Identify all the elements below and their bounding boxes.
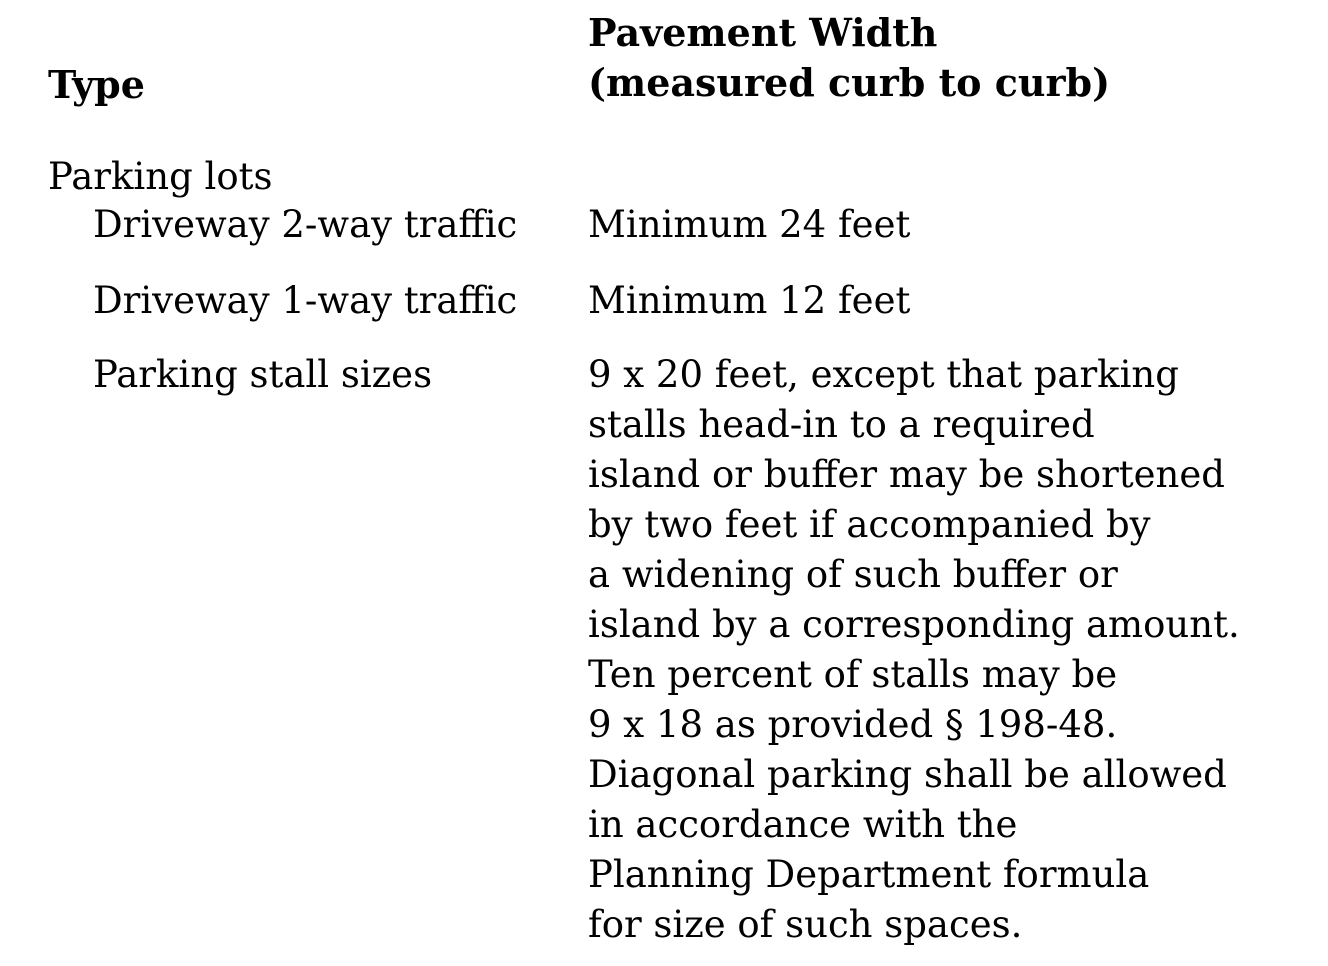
stall-text-line: Planning Department formula — [588, 853, 1150, 896]
stall-text-line: 9 x 18 as provided § 198-48. — [588, 703, 1118, 746]
column-header-pavement-width — [588, 8, 1110, 108]
row-type-driveway-2-way: Driveway 2-way traffic — [93, 203, 518, 246]
stall-text-line: Ten percent of stalls may be — [588, 653, 1118, 696]
stall-text-line: 9 x 20 feet, except that parking — [588, 353, 1179, 396]
stall-text-line: stalls head-in to a required — [588, 403, 1095, 446]
section-title-parking-lots: Parking lots — [48, 155, 273, 198]
row-width-driveway-2-way: Minimum 24 feet — [588, 203, 911, 246]
stall-text-line: island or buffer may be shortened — [588, 453, 1225, 496]
stall-text-line: in accordance with the — [588, 803, 1018, 846]
stall-text-line: by two feet if accompanied by — [588, 503, 1151, 546]
row-width-driveway-1-way: Minimum 12 feet — [588, 279, 911, 322]
row-type-driveway-1-way: Driveway 1-way traffic — [93, 279, 518, 322]
column-header-pavement-width-line1: Pavement Width — [588, 10, 938, 55]
stall-text-line: Diagonal parking shall be allowed — [588, 753, 1227, 796]
column-header-pavement-width-line2: (measured curb to curb) — [588, 60, 1111, 105]
stall-text-line: a widening of such buffer or — [588, 553, 1118, 596]
row-type-parking-stall-sizes: Parking stall sizes — [93, 353, 433, 396]
row-width-parking-stall-sizes — [588, 350, 1240, 950]
stall-text-line: for size of such spaces. — [588, 903, 1023, 946]
column-header-type: Type — [48, 62, 145, 107]
stall-text-line: island by a corresponding amount. — [588, 603, 1240, 646]
